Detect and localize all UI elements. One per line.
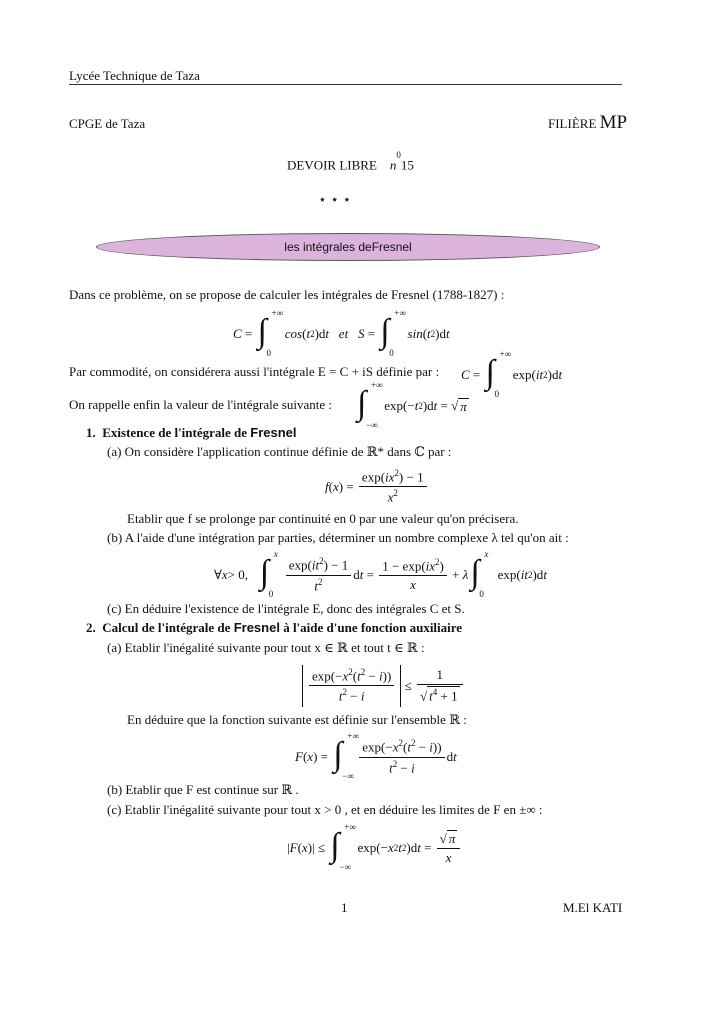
formula-F: F ( x ) = ∫ +∞ −∞ $\frac{\exp(-x^2(t^2 - i))}{t^2 - i}$ d t xyxy=(295,731,457,781)
banner-text-a: les intégrales de xyxy=(284,240,372,254)
formula-ipp: ∀ x > 0, ∫ x 0 $\frac{\exp(it^2) - 1}{t^2}$ d t = $\frac{1 - \exp(ix^2)}{x}$ + λ ∫ x 0 exp( it 2 )d t xyxy=(214,549,547,599)
banner-text-b: Fresnel xyxy=(371,240,412,254)
s2-item-a-after: En déduire que la fonction suivante est définie sur l'ensemble ℝ : xyxy=(127,712,467,727)
stars-separator: ⋆ ⋆ ⋆ xyxy=(318,193,352,208)
formula-f: f ( x ) = $\frac{\exp(ix^2) - 1}{x^2}$ xyxy=(325,468,429,506)
page-number: 1 xyxy=(341,900,348,915)
s1-item-a: (a) On considère l'application continue définie de ℝ* dans ℂ par : xyxy=(107,444,452,459)
s1-item-a-after: Etablir que f se prolonge par continuité en 0 par une valeur qu'on précisera. xyxy=(127,511,519,526)
devoir-title: DEVOIR LIBRE $n^015$ xyxy=(287,150,414,173)
s1-item-b: (b) A l'aide d'une intégration par parties, déterminer un nombre complexe λ tel qu'on ait : xyxy=(107,530,569,545)
s2-item-c: (c) Etablir l'inégalité suivante pour tout x > 0 , et en déduire les limites de F en ±∞ : xyxy=(107,802,543,817)
section-2-title: 2. Calcul de l'intégrale de Fresnel à l'aide d'une fonction auxiliaire xyxy=(86,620,463,635)
filiere-label: FILIÈRE MP xyxy=(548,112,628,133)
formula-C-S: C = ∫ +∞ 0 cos ( t 2 )d t et S = ∫ +∞ 0 sin ( t 2 )d t xyxy=(233,308,450,358)
author: M.El KATI xyxy=(563,900,623,915)
section-1-title: 1. Existence de l'intégrale de Fresnel xyxy=(86,425,297,440)
s2-item-b: (b) Etablir que F est continue sur ℝ . xyxy=(107,782,299,797)
intro-line-1: Dans ce problème, on se propose de calculer les intégrales de Fresnel (1788-1827) : xyxy=(69,287,505,302)
s2-item-a: (a) Etablir l'inégalité suivante pour tout x ∈ ℝ et tout t ∈ ℝ : xyxy=(107,640,425,655)
cpge-label: CPGE de Taza xyxy=(69,116,146,131)
topic-banner xyxy=(96,233,600,261)
formula-gauss: ∫ +∞ −∞ exp(− t 2 )d t = √ π xyxy=(357,380,467,430)
school-name: Lycée Technique de Taza xyxy=(69,68,200,83)
formula-E: C = ∫ +∞ 0 exp( it 2 )d t xyxy=(461,349,563,399)
header-rule xyxy=(69,84,622,85)
intro-line-3: On rappelle enfin la valeur de l'intégrale suivante : xyxy=(69,397,332,412)
formula-bound: | F ( x )| ≤ ∫ +∞ −∞ exp(− x 2 t 2 )d t = $\frac{√ \pi}{x}$ xyxy=(287,826,462,870)
intro-line-2: Par commodité, on considérera aussi l'intégrale E = C + iS définie par : xyxy=(69,364,440,379)
formula-inequality: $\frac{\exp(-x^2(t^2 - i))}{t^2 - i}$ ≤ $\frac{1}{√ t^4 + 1}$ xyxy=(302,665,465,707)
s1-item-c: (c) En déduire l'existence de l'intégrale E, donc des intégrales C et S. xyxy=(107,601,465,616)
